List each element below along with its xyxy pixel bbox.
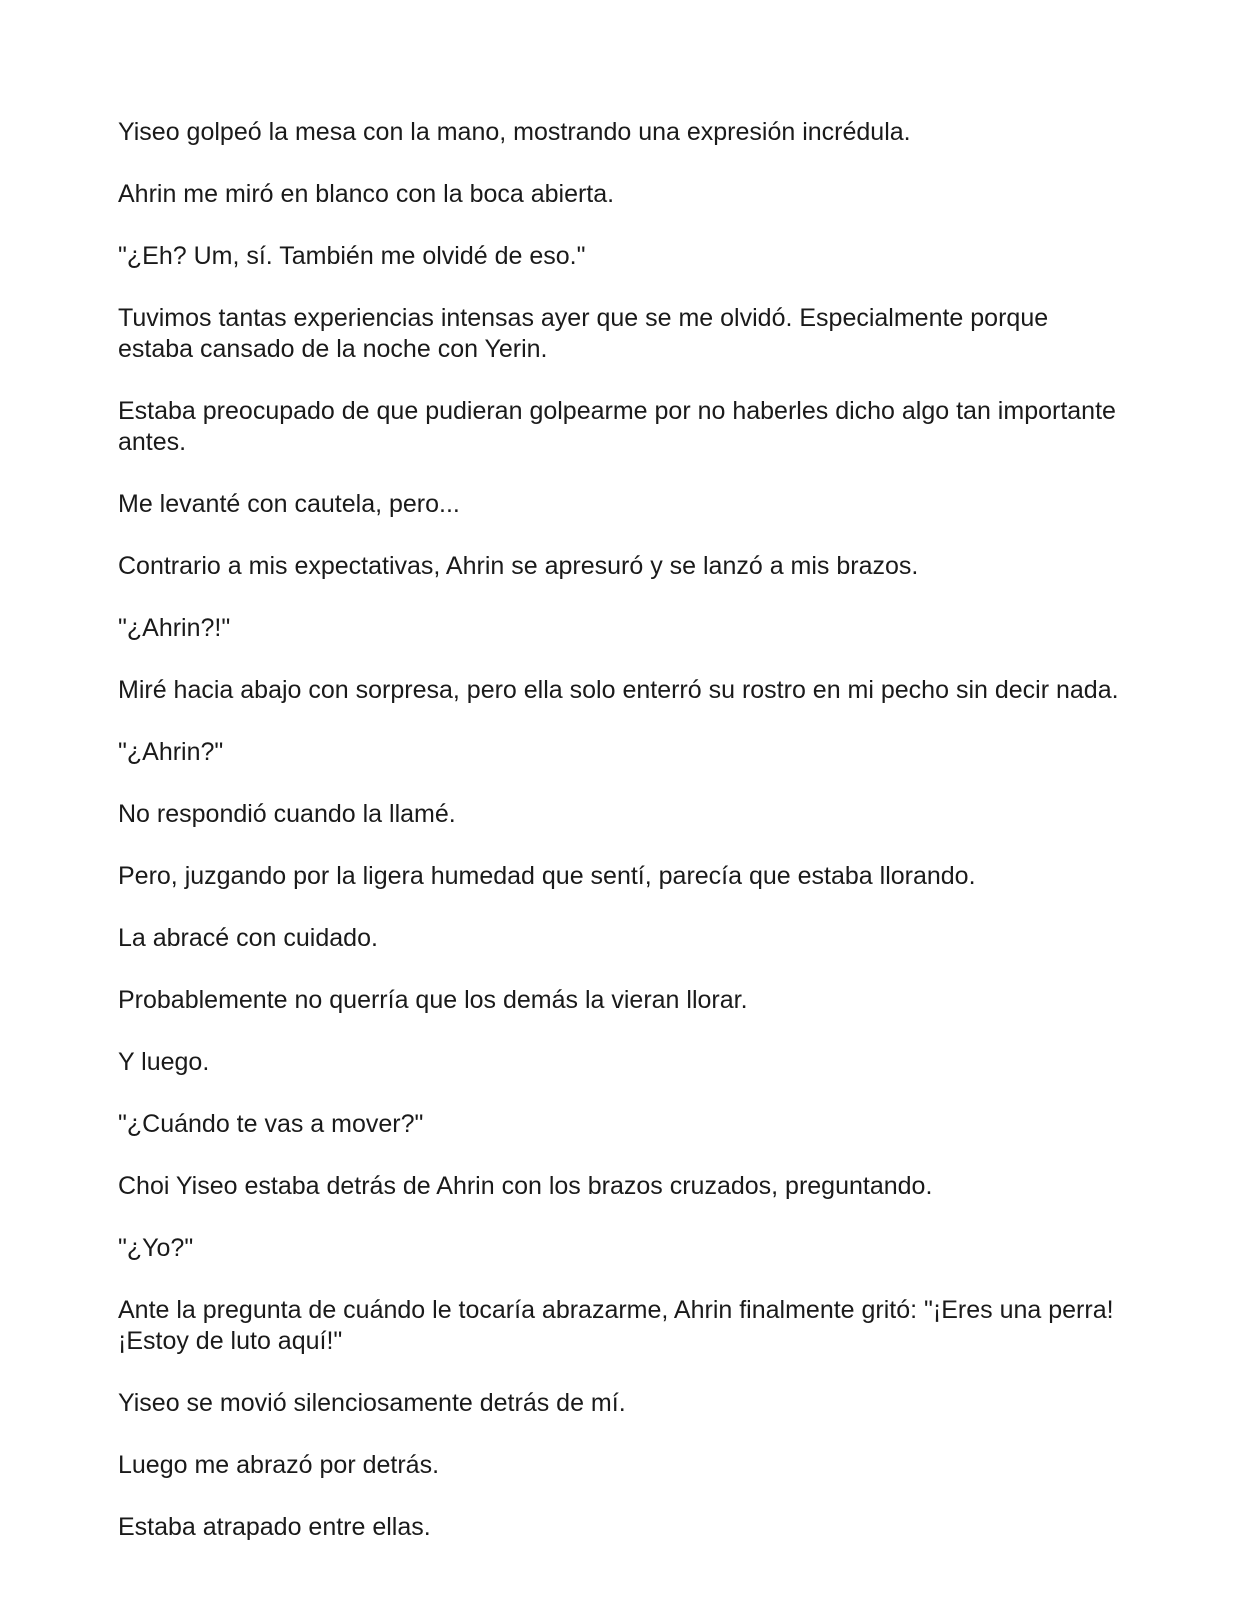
- paragraph: Me levanté con cautela, pero...: [118, 490, 460, 518]
- paragraph: "¿Ahrin?!": [118, 614, 231, 642]
- paragraph: "¿Eh? Um, sí. También me olvidé de eso.": [118, 242, 586, 270]
- paragraph: No respondió cuando la llamé.: [118, 800, 456, 828]
- paragraph: Pero, juzgando por la ligera humedad que sentí, parecía que estaba llorando.: [118, 862, 976, 890]
- paragraph: Yiseo golpeó la mesa con la mano, mostrando una expresión incrédula.: [118, 118, 911, 146]
- paragraph: Miré hacia abajo con sorpresa, pero ella solo enterró su rostro en mi pecho sin decir nada.: [118, 676, 1119, 704]
- paragraph: "¿Yo?": [118, 1234, 194, 1262]
- paragraph: Contrario a mis expectativas, Ahrin se apresuró y se lanzó a mis brazos.: [118, 552, 919, 580]
- paragraph: Ahrin me miró en blanco con la boca abierta.: [118, 180, 615, 208]
- paragraph: Probablemente no querría que los demás la vieran llorar.: [118, 986, 748, 1014]
- paragraph: Estaba atrapado entre ellas.: [118, 1513, 431, 1541]
- paragraph: Luego me abrazó por detrás.: [118, 1451, 440, 1479]
- paragraph: La abracé con cuidado.: [118, 924, 378, 952]
- paragraph: Yiseo se movió silenciosamente detrás de mí.: [118, 1389, 626, 1417]
- paragraph: Choi Yiseo estaba detrás de Ahrin con los brazos cruzados, preguntando.: [118, 1172, 933, 1200]
- paragraph: Estaba preocupado de que pudieran golpearme por no haberles dicho algo tan importante antes.: [118, 397, 1116, 456]
- paragraph: Y luego.: [118, 1048, 210, 1076]
- paragraph: "¿Cuándo te vas a mover?": [118, 1110, 424, 1138]
- paragraph: Ante la pregunta de cuándo le tocaría abrazarme, Ahrin finalmente gritó: "¡Eres una perra! ¡Estoy de luto aquí!": [118, 1296, 1114, 1355]
- paragraph: "¿Ahrin?": [118, 738, 224, 766]
- paragraph: Tuvimos tantas experiencias intensas ayer que se me olvidó. Especialmente porque estaba cansado de la noche con Yerin.: [118, 304, 1049, 363]
- document-body: [118, 117, 1128, 1574]
